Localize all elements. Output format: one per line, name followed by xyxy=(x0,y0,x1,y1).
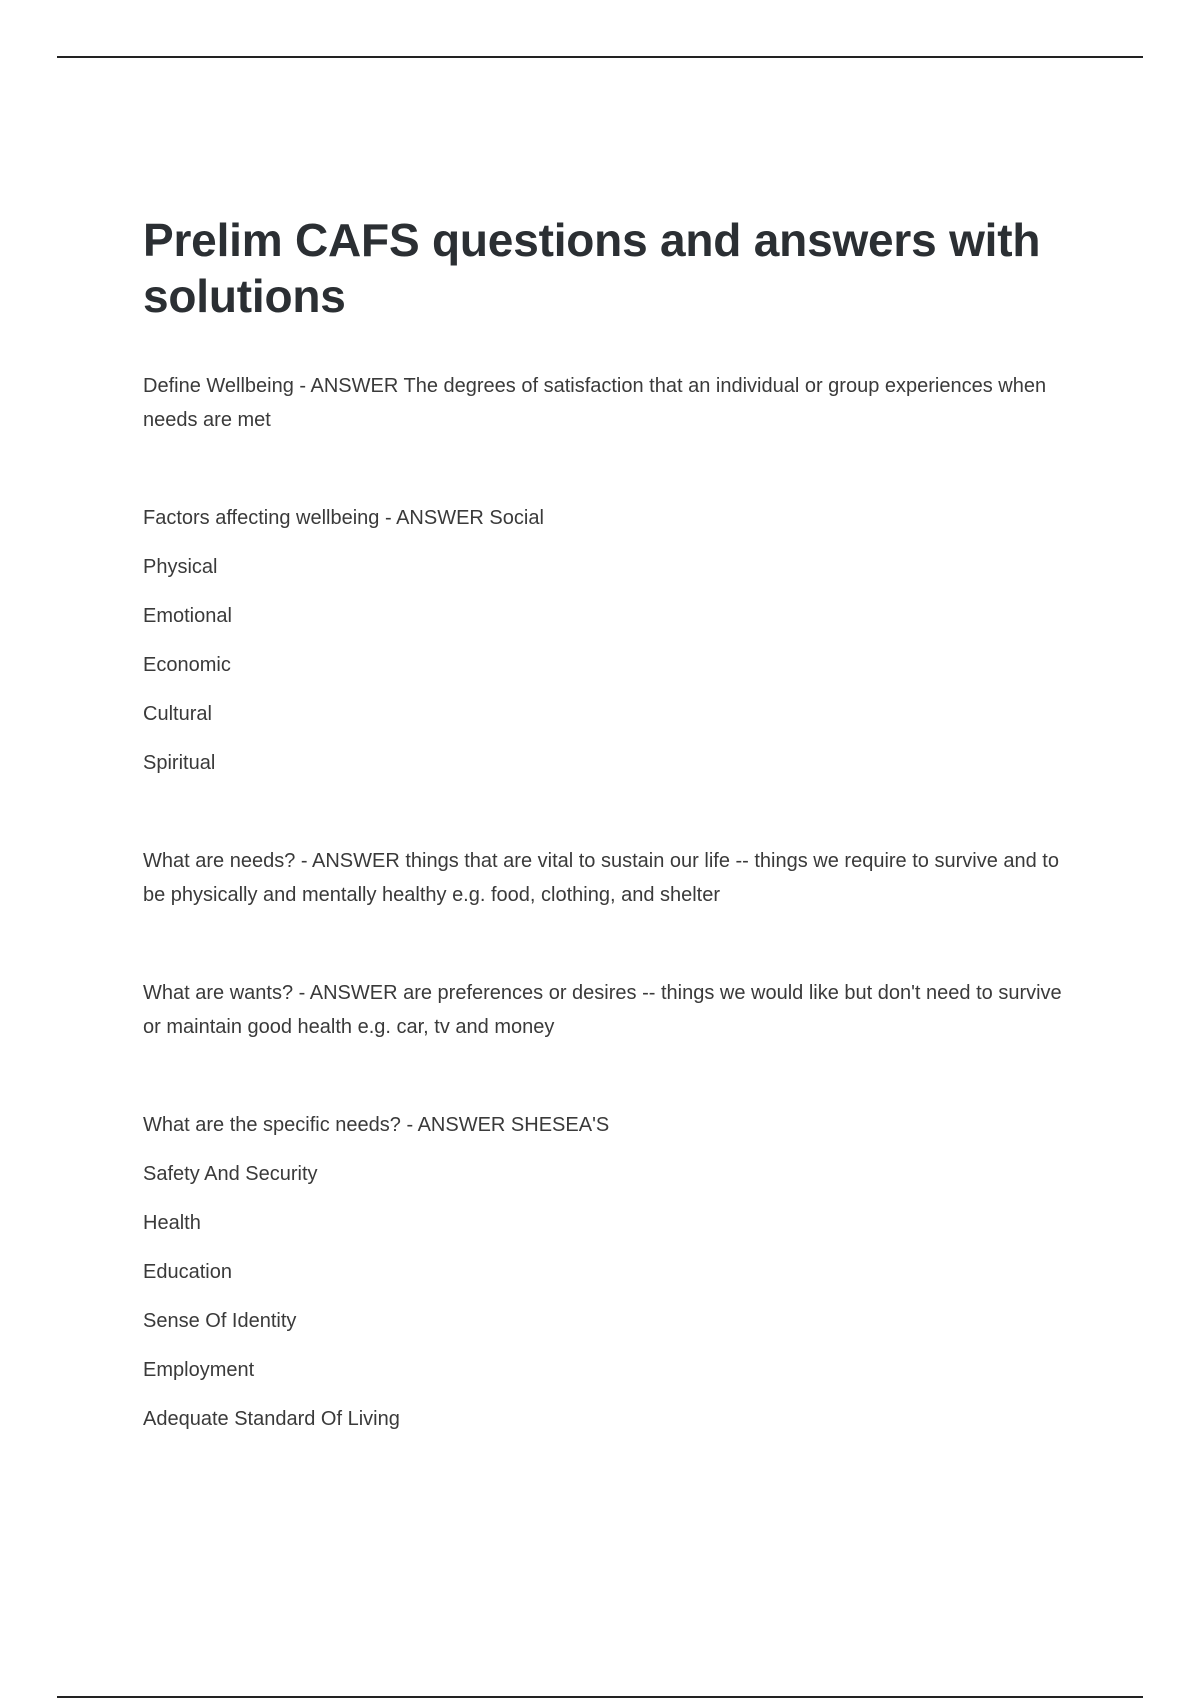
document-title: Prelim CAFS questions and answers with solutions xyxy=(143,214,1041,322)
list-item: Economic xyxy=(143,654,231,676)
qa-entry xyxy=(143,976,1073,1044)
qa-entry xyxy=(143,844,1073,912)
document-body xyxy=(143,212,1073,1436)
qa-entry xyxy=(143,501,1073,780)
list-item: Education xyxy=(143,1261,232,1283)
list-item: Health xyxy=(143,1212,201,1234)
qa-text: What are needs? - ANSWER things that are vital to sustain our life -- things we require to survive and to be physically and mentally healthy e.g. food, clothing, and shelter xyxy=(143,850,1059,906)
qa-text: Define Wellbeing - ANSWER The degrees of satisfaction that an individual or group experiences when needs are met xyxy=(143,375,1047,431)
list-item: Sense Of Identity xyxy=(143,1310,297,1332)
list-item: Safety And Security xyxy=(143,1163,318,1185)
list-item: Physical xyxy=(143,556,218,578)
qa-text: What are wants? - ANSWER are preferences or desires -- things we would like but don't need to survive or maintain good health e.g. car, tv and money xyxy=(143,982,1062,1038)
qa-text: What are the specific needs? - ANSWER SHESEA'S xyxy=(143,1114,610,1136)
header-rule xyxy=(57,56,1143,58)
list-item: Emotional xyxy=(143,605,232,627)
list-item: Spiritual xyxy=(143,752,216,774)
qa-entry xyxy=(143,369,1073,437)
footer-rule xyxy=(57,1696,1143,1698)
list-item: Cultural xyxy=(143,703,212,725)
list-item: Employment xyxy=(143,1359,255,1381)
list-item: Adequate Standard Of Living xyxy=(143,1408,400,1430)
qa-text: Factors affecting wellbeing - ANSWER Social xyxy=(143,507,544,529)
qa-entry xyxy=(143,1108,1073,1436)
